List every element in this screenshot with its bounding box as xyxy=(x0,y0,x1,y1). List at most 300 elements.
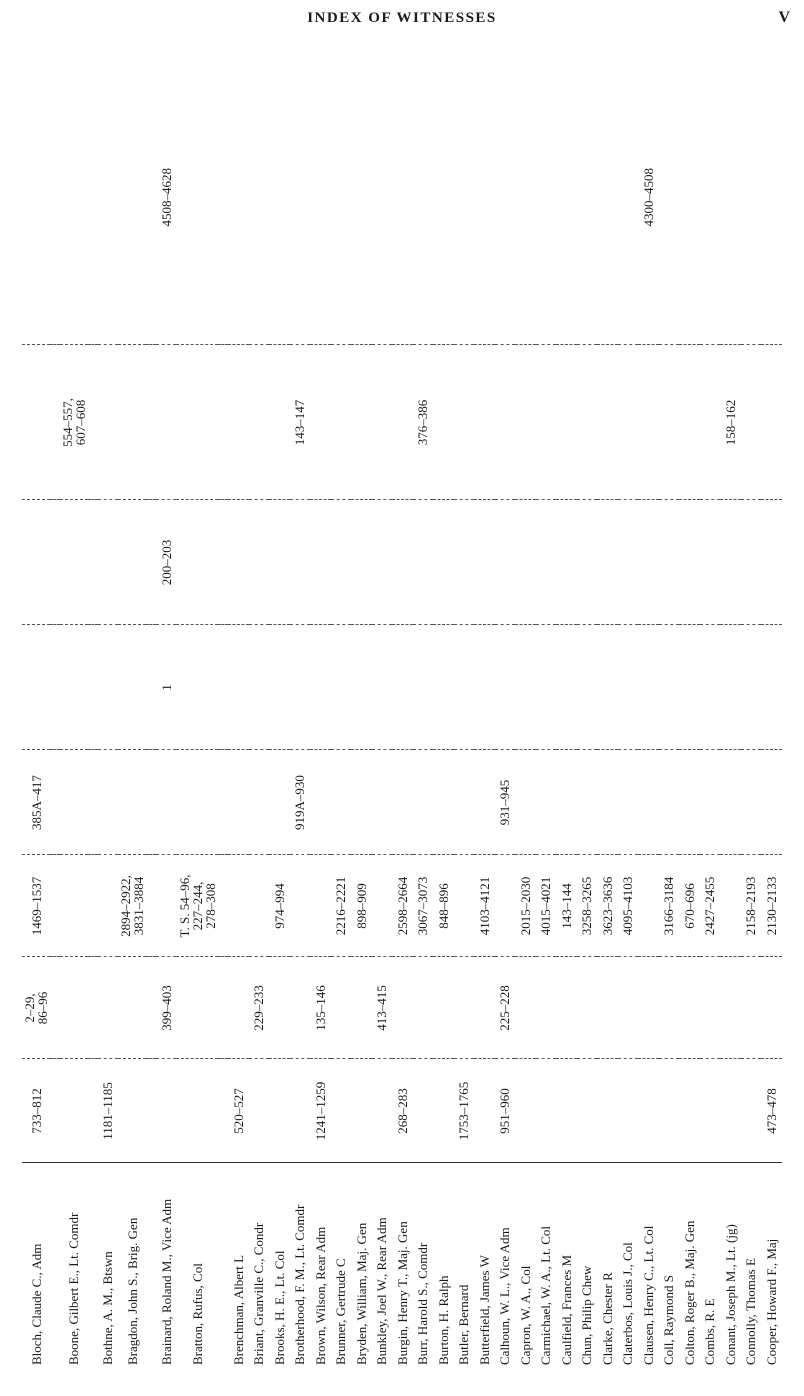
page-ref-c4 xyxy=(228,750,249,855)
witness-name-text: Butler, Bernard xyxy=(456,1284,472,1365)
witness-name-text: Burr, Harold S., Comdr xyxy=(415,1242,431,1365)
witness-name xyxy=(638,1163,659,1368)
page-ref-c5 xyxy=(156,625,177,750)
page-ref-line: 2015–2030 xyxy=(517,876,533,936)
page-ref-c1 xyxy=(720,1059,741,1163)
page-ref-line: 143–147 xyxy=(292,399,308,446)
page-ref-c4 xyxy=(249,750,270,855)
page-ref-c3 xyxy=(269,855,290,957)
page-ref-c4 xyxy=(98,750,119,855)
witness-name xyxy=(454,1163,475,1368)
page-ref-c4 xyxy=(577,750,598,855)
page-ref-line: 278–308 xyxy=(202,883,218,929)
page-ref-line: 4300–4508 xyxy=(640,168,656,227)
page-ref-c4 xyxy=(761,750,782,855)
page-ref-c1 xyxy=(146,1059,156,1163)
page-ref-c4 xyxy=(618,750,639,855)
page-ref-c2 xyxy=(88,957,98,1059)
page-ref-c6 xyxy=(60,500,88,625)
page-ref-c5 xyxy=(495,625,516,750)
page-ref-c6 xyxy=(741,500,762,625)
table-row xyxy=(351,50,372,1368)
page-ref-c1 xyxy=(659,1059,680,1163)
witness-name xyxy=(679,1163,700,1368)
witness-name xyxy=(659,1163,680,1368)
witness-name xyxy=(741,1163,762,1368)
table-row xyxy=(679,50,700,1368)
page-ref-c4 xyxy=(218,750,228,855)
page-ref-c2 xyxy=(310,957,331,1059)
page-ref-line: 554–557, xyxy=(59,398,75,447)
page-ref-line: 4015–4021 xyxy=(538,876,554,936)
page-ref-line: 1 xyxy=(158,684,174,691)
page-ref-c7 xyxy=(433,345,454,500)
page-ref-c8 xyxy=(60,50,88,345)
page-ref-c2 xyxy=(495,957,516,1059)
page-ref-c6 xyxy=(269,500,290,625)
page-ref-c7 xyxy=(176,345,218,500)
witness-name xyxy=(413,1163,434,1368)
page-ref-c3 xyxy=(290,855,311,957)
page-ref-c6 xyxy=(556,500,577,625)
page-ref-c8 xyxy=(515,50,536,345)
page-ref-c1 xyxy=(413,1059,434,1163)
page-ref-c1 xyxy=(433,1059,454,1163)
page-ref-c2 xyxy=(372,957,393,1059)
page-ref-c5 xyxy=(741,625,762,750)
page-ref-c7 xyxy=(351,345,372,500)
table-row xyxy=(228,50,249,1368)
page-ref-c1 xyxy=(454,1059,475,1163)
page-ref-c5 xyxy=(249,625,270,750)
witness-name xyxy=(577,1163,598,1368)
table-row xyxy=(638,50,659,1368)
page-ref-c2 xyxy=(638,957,659,1059)
page-number: V xyxy=(778,9,790,26)
page-ref-line: 1469–1537 xyxy=(28,876,44,936)
page-ref-c5 xyxy=(720,625,741,750)
page-ref-c7 xyxy=(249,345,270,500)
witness-name-text: Bragdon, John S., Brig. Gen xyxy=(124,1217,140,1365)
page-ref-c3 xyxy=(60,855,88,957)
page-ref-line: 473–478 xyxy=(764,1088,780,1134)
witness-name xyxy=(118,1163,146,1368)
page-ref-line: 1753–1765 xyxy=(456,1081,472,1141)
witness-name-text: Briant, Granville C., Condr xyxy=(251,1222,267,1365)
page-ref-c6 xyxy=(228,500,249,625)
page-ref-c2 xyxy=(290,957,311,1059)
witness-name-text: Boone, Gilbert E., Lt. Comdr xyxy=(66,1212,82,1365)
page-ref-c8 xyxy=(577,50,598,345)
page-ref-c7 xyxy=(228,345,249,500)
page-ref-c5 xyxy=(88,625,98,750)
page-ref-c6 xyxy=(433,500,454,625)
page-ref-c3 xyxy=(741,855,762,957)
page-ref-c8 xyxy=(474,50,495,345)
page-ref-line: 86–96 xyxy=(35,991,51,1025)
page-ref-c3 xyxy=(372,855,393,957)
page-ref-line: 2158–2193 xyxy=(743,876,759,936)
page-ref-c8 xyxy=(536,50,557,345)
page-ref-c8 xyxy=(372,50,393,345)
witness-name xyxy=(269,1163,290,1368)
page-ref-c5 xyxy=(146,625,156,750)
page-ref-c3 xyxy=(50,855,60,957)
table-row xyxy=(290,50,311,1368)
page-ref-c3 xyxy=(433,855,454,957)
page-ref-c2 xyxy=(597,957,618,1059)
page-ref-line: 733–812 xyxy=(28,1088,44,1134)
witness-name xyxy=(88,1163,98,1368)
page-ref-c8 xyxy=(413,50,434,345)
page-ref-line: 919A–930 xyxy=(292,775,308,830)
page-ref-c1 xyxy=(22,1059,50,1163)
table-gap-row xyxy=(50,50,60,1368)
table-row xyxy=(98,50,119,1368)
witness-name-text: Brunner, Gertrude C xyxy=(333,1258,349,1365)
page-ref-c2 xyxy=(761,957,782,1059)
page-ref-c8 xyxy=(269,50,290,345)
page-ref-c7 xyxy=(50,345,60,500)
witness-name-text: Bothne, A. M., Btswn xyxy=(100,1251,116,1365)
table-row xyxy=(22,50,50,1368)
page-ref-c4 xyxy=(720,750,741,855)
page-ref-c1 xyxy=(60,1059,88,1163)
page-ref-c6 xyxy=(372,500,393,625)
page-ref-c5 xyxy=(60,625,88,750)
page-ref-c1 xyxy=(474,1059,495,1163)
page-ref-c1 xyxy=(372,1059,393,1163)
page-ref-c2 xyxy=(22,957,50,1059)
page-ref-c1 xyxy=(761,1059,782,1163)
page-ref-c5 xyxy=(228,625,249,750)
page-ref-c7 xyxy=(495,345,516,500)
page-ref-c4 xyxy=(556,750,577,855)
page-ref-c4 xyxy=(310,750,331,855)
page-ref-c6 xyxy=(249,500,270,625)
page-ref-c2 xyxy=(331,957,352,1059)
table-row xyxy=(659,50,680,1368)
page-ref-c7 xyxy=(700,345,721,500)
page-ref-c3 xyxy=(156,855,177,957)
witness-name xyxy=(156,1163,177,1368)
page-ref-c8 xyxy=(700,50,721,345)
page-ref-c6 xyxy=(454,500,475,625)
page-ref-c4 xyxy=(392,750,413,855)
page-ref-c6 xyxy=(98,500,119,625)
page-ref-c7 xyxy=(597,345,618,500)
page-ref-c8 xyxy=(50,50,60,345)
witness-name-text: Coll, Raymond S xyxy=(661,1275,677,1365)
witness-name xyxy=(433,1163,454,1368)
page-ref-line: 2130–2133 xyxy=(764,876,780,936)
page-ref-line: 1181–1185 xyxy=(100,1082,116,1140)
page-ref-c8 xyxy=(659,50,680,345)
page-ref-line: 2894–2922, xyxy=(118,875,134,937)
page-ref-c3 xyxy=(249,855,270,957)
page-ref-c7 xyxy=(536,345,557,500)
table-row xyxy=(310,50,331,1368)
page-ref-c5 xyxy=(331,625,352,750)
page-ref-c3 xyxy=(454,855,475,957)
table-row xyxy=(176,50,218,1368)
page-ref-c8 xyxy=(331,50,352,345)
page-ref-c1 xyxy=(597,1059,618,1163)
page-ref-c1 xyxy=(495,1059,516,1163)
page-ref-c1 xyxy=(638,1059,659,1163)
page-ref-c6 xyxy=(597,500,618,625)
page-ref-c2 xyxy=(351,957,372,1059)
page-ref-line: 520–527 xyxy=(230,1088,246,1134)
page-ref-c6 xyxy=(577,500,598,625)
page-ref-c2 xyxy=(392,957,413,1059)
page-ref-c8 xyxy=(98,50,119,345)
page-ref-c7 xyxy=(98,345,119,500)
table-row xyxy=(515,50,536,1368)
page-ref-c7 xyxy=(720,345,741,500)
page-ref-c4 xyxy=(433,750,454,855)
table-row xyxy=(474,50,495,1368)
page-ref-c5 xyxy=(118,625,146,750)
witness-name-text: Bratton, Rufus, Col xyxy=(189,1263,205,1365)
page-ref-c3 xyxy=(413,855,434,957)
page-ref-c4 xyxy=(351,750,372,855)
page-ref-c3 xyxy=(700,855,721,957)
page-ref-c3 xyxy=(495,855,516,957)
witness-name xyxy=(146,1163,156,1368)
page-ref-c8 xyxy=(351,50,372,345)
page-ref-c6 xyxy=(290,500,311,625)
page-ref-c6 xyxy=(679,500,700,625)
page-ref-c5 xyxy=(556,625,577,750)
page-ref-c4 xyxy=(679,750,700,855)
page-ref-c5 xyxy=(290,625,311,750)
page-ref-line: 225–228 xyxy=(497,985,513,1031)
rotated-table-container xyxy=(22,50,782,1368)
page-ref-c4 xyxy=(290,750,311,855)
witness-name-text: Brainard, Roland M., Vice Adm xyxy=(158,1198,174,1365)
page-ref-c5 xyxy=(433,625,454,750)
page-ref-c4 xyxy=(638,750,659,855)
page-ref-line: 200–203 xyxy=(158,539,174,586)
page-ref-c1 xyxy=(618,1059,639,1163)
page-ref-line: 2–29, xyxy=(22,993,38,1023)
page-ref-c4 xyxy=(454,750,475,855)
page-ref-c1 xyxy=(741,1059,762,1163)
table-row xyxy=(720,50,741,1368)
page-ref-c6 xyxy=(720,500,741,625)
page-ref-c5 xyxy=(351,625,372,750)
page-ref-line: 4095–4103 xyxy=(620,876,636,936)
page-ref-line: 931–945 xyxy=(497,779,513,826)
table-gap-row xyxy=(218,50,228,1368)
running-title: INDEX OF WITNESSES xyxy=(307,10,497,26)
page-ref-line: 670–696 xyxy=(681,883,697,929)
page-ref-c1 xyxy=(269,1059,290,1163)
witness-name xyxy=(218,1163,228,1368)
witness-name xyxy=(495,1163,516,1368)
page-ref-c2 xyxy=(269,957,290,1059)
page-ref-c4 xyxy=(22,750,50,855)
page-ref-c6 xyxy=(331,500,352,625)
page-ref-c4 xyxy=(536,750,557,855)
page-ref-line: 2427–2455 xyxy=(702,876,718,936)
page-ref-c5 xyxy=(474,625,495,750)
page-ref-line: 4103–4121 xyxy=(476,876,492,936)
page-ref-c5 xyxy=(176,625,218,750)
page-ref-c7 xyxy=(146,345,156,500)
page-ref-c4 xyxy=(700,750,721,855)
page-ref-c2 xyxy=(536,957,557,1059)
page-ref-c2 xyxy=(700,957,721,1059)
page-ref-line: 2598–2664 xyxy=(394,876,410,936)
page-ref-c6 xyxy=(218,500,228,625)
page-ref-c3 xyxy=(146,855,156,957)
table-row xyxy=(536,50,557,1368)
table-row xyxy=(433,50,454,1368)
page-ref-c3 xyxy=(351,855,372,957)
page-ref-c2 xyxy=(556,957,577,1059)
page-ref-c1 xyxy=(290,1059,311,1163)
witness-name-text: Brooks, H. E., Lt. Col xyxy=(271,1250,287,1365)
page-ref-line: 413–415 xyxy=(374,985,390,1031)
page-ref-c6 xyxy=(413,500,434,625)
page-ref-c8 xyxy=(761,50,782,345)
page-ref-c7 xyxy=(556,345,577,500)
page-ref-c3 xyxy=(515,855,536,957)
page-ref-c7 xyxy=(741,345,762,500)
page-ref-c6 xyxy=(474,500,495,625)
page-ref-line: 848–896 xyxy=(435,883,451,929)
page-ref-c1 xyxy=(536,1059,557,1163)
witness-name-text: Butterfield, James W xyxy=(476,1255,492,1365)
page-ref-c2 xyxy=(156,957,177,1059)
table-row xyxy=(60,50,88,1368)
page-ref-c5 xyxy=(454,625,475,750)
page-ref-c1 xyxy=(249,1059,270,1163)
witness-name xyxy=(351,1163,372,1368)
page-ref-c4 xyxy=(88,750,98,855)
witness-name xyxy=(515,1163,536,1368)
witness-name xyxy=(474,1163,495,1368)
page-ref-c8 xyxy=(290,50,311,345)
page-ref-c7 xyxy=(60,345,88,500)
page-ref-c2 xyxy=(50,957,60,1059)
page-ref-c3 xyxy=(98,855,119,957)
page-ref-line: 227–244, xyxy=(189,881,205,931)
page-ref-c6 xyxy=(88,500,98,625)
page-ref-c3 xyxy=(597,855,618,957)
table-row xyxy=(556,50,577,1368)
page-ref-c5 xyxy=(22,625,50,750)
page-ref-c6 xyxy=(50,500,60,625)
page-ref-c6 xyxy=(156,500,177,625)
page-ref-c5 xyxy=(218,625,228,750)
page-ref-c3 xyxy=(310,855,331,957)
page-ref-c7 xyxy=(218,345,228,500)
page-ref-c5 xyxy=(372,625,393,750)
witness-name xyxy=(50,1163,60,1368)
page-ref-c4 xyxy=(331,750,352,855)
page-ref-c5 xyxy=(50,625,60,750)
page-ref-c5 xyxy=(618,625,639,750)
page-ref-c6 xyxy=(618,500,639,625)
witness-name-text: Connolly, Thomas E xyxy=(743,1258,759,1365)
page-ref-c5 xyxy=(269,625,290,750)
table-row xyxy=(495,50,516,1368)
page-ref-c1 xyxy=(331,1059,352,1163)
page-ref-c2 xyxy=(60,957,88,1059)
table-row xyxy=(269,50,290,1368)
witness-name-text: Burgin, Henry T., Maj. Gen xyxy=(394,1221,410,1365)
page-ref-line: T. S. 54–96, xyxy=(176,874,192,938)
page-ref-c3 xyxy=(22,855,50,957)
table-row xyxy=(372,50,393,1368)
page-ref-c7 xyxy=(638,345,659,500)
witness-name-text: Combs, R. E xyxy=(702,1298,718,1365)
witness-name-text: Chun, Philip Chew xyxy=(579,1265,595,1365)
page-ref-c8 xyxy=(118,50,146,345)
page-ref-c4 xyxy=(372,750,393,855)
page-ref-line: 3067–3073 xyxy=(415,876,431,936)
page-ref-c1 xyxy=(700,1059,721,1163)
page-ref-c3 xyxy=(88,855,98,957)
page-ref-c6 xyxy=(310,500,331,625)
page-ref-c7 xyxy=(269,345,290,500)
page-ref-line: 135–146 xyxy=(312,985,328,1031)
witness-name-text: Brenchman, Albert L xyxy=(230,1254,246,1365)
page-ref-c7 xyxy=(156,345,177,500)
page-ref-line: 3831–3884 xyxy=(131,876,147,936)
page-ref-c2 xyxy=(741,957,762,1059)
table-gap-row xyxy=(146,50,156,1368)
witness-name-text: Clarke, Chester R xyxy=(599,1272,615,1365)
page-ref-c2 xyxy=(433,957,454,1059)
page-ref-c3 xyxy=(618,855,639,957)
witness-name xyxy=(556,1163,577,1368)
page-ref-c5 xyxy=(392,625,413,750)
witness-name xyxy=(700,1163,721,1368)
page-ref-c1 xyxy=(218,1059,228,1163)
page-ref-c6 xyxy=(761,500,782,625)
page-ref-c2 xyxy=(249,957,270,1059)
witness-name-text: Calhoun, W. L., Vice Adm xyxy=(497,1227,513,1365)
page-ref-c1 xyxy=(577,1059,598,1163)
table-row xyxy=(249,50,270,1368)
page-ref-c8 xyxy=(495,50,516,345)
page-ref-c1 xyxy=(118,1059,146,1163)
page-ref-c1 xyxy=(50,1059,60,1163)
page-ref-line: 158–162 xyxy=(722,399,738,446)
page-ref-c6 xyxy=(392,500,413,625)
page-ref-c1 xyxy=(351,1059,372,1163)
table-row xyxy=(156,50,177,1368)
page-ref-c2 xyxy=(176,957,218,1059)
page-ref-c5 xyxy=(515,625,536,750)
page-ref-c8 xyxy=(597,50,618,345)
table-row xyxy=(118,50,146,1368)
page-ref-c7 xyxy=(392,345,413,500)
page-ref-line: 229–233 xyxy=(251,985,267,1031)
page-ref-c2 xyxy=(228,957,249,1059)
page-ref-c1 xyxy=(556,1059,577,1163)
page-ref-line: 607–608 xyxy=(72,399,88,446)
page-ref-c3 xyxy=(118,855,146,957)
page-ref-c3 xyxy=(556,855,577,957)
page-ref-c8 xyxy=(88,50,98,345)
page-ref-c4 xyxy=(597,750,618,855)
page-ref-c1 xyxy=(156,1059,177,1163)
